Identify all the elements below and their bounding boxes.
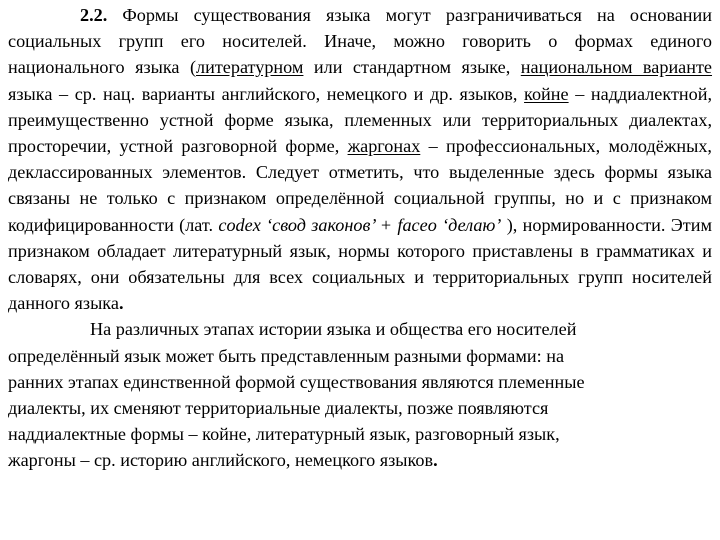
- paragraph-end-period: .: [433, 450, 438, 471]
- text-line: На различных этапах истории языка и общества его носителей: [90, 319, 577, 340]
- text-line: наддиалектные формы – койне, литературный язык, разговорный язык,: [8, 424, 560, 445]
- term-koine: койне: [524, 83, 569, 104]
- text-run: Формы существования языка могут разграничиваться на основании социальных групп его носителей. Иначе, можно говорить о формах единого национального языка (: [8, 5, 712, 78]
- text-run: или стандартном языке,: [303, 57, 521, 78]
- paragraph-historical-stages: [8, 316, 712, 473]
- text-line: определённый язык может быть представленным разными формами: на: [8, 345, 565, 366]
- text-line: ранних этапах единственной формой существования являются племенные: [8, 371, 585, 392]
- text-run: языка – ср. нац. варианты английского, немецкого и др. языков,: [8, 83, 525, 104]
- text-line: диалекты, их сменяют территориальные диалекты, позже появляются: [8, 398, 549, 419]
- term-national-variant: национальном варианте: [520, 57, 713, 78]
- term-literary: литературном: [196, 57, 304, 78]
- text-run: – наддиалектной, преимущественно устной форме языка, племенных или территориальных диалектах, просторечии, устной разговорной форме,: [8, 83, 712, 157]
- paragraph-end-period: .: [118, 293, 124, 314]
- section-number: 2.2.: [80, 5, 108, 25]
- text-run: – профессиональных, молодёжных, деклассированных элементов. Следует отметить, что выделенные здесь формы языка связаны не только с признаком определённой социальной группы, но и с признаком кодифицированности (лат.: [8, 136, 712, 235]
- latin-etymology: codex ‘свод законов’ + facеo ‘делаю’: [218, 214, 502, 235]
- paragraph-forms-of-existence: [8, 2, 712, 316]
- text-run: ), нормированности. Этим признаком обладает литературный язык, нормы которого приставлены в грамматиках и словарях, они обязательны для всех социальных и территориальных групп носителей данного языка: [8, 214, 712, 314]
- text-line: жаргоны – ср. историю английского, немецкого языков: [8, 450, 434, 471]
- term-jargons: жаргонах: [347, 136, 421, 157]
